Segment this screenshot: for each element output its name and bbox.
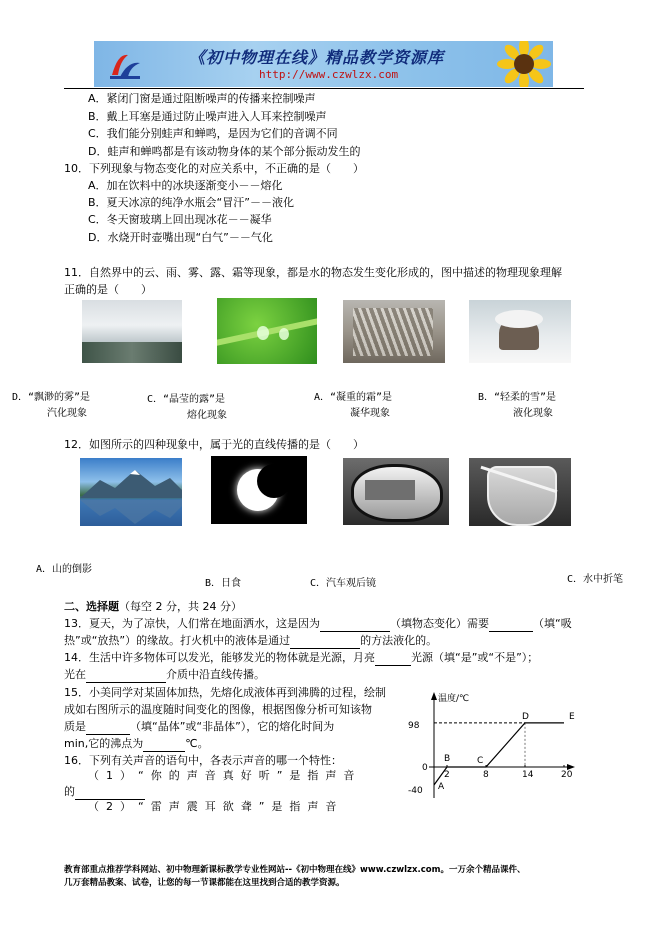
q13-text-e: 的方法液化的。 bbox=[360, 634, 438, 647]
bent-pen-photo bbox=[469, 458, 571, 526]
q15-text-b: （填“晶体”或“非晶体”），它的熔化时间为 bbox=[130, 720, 335, 733]
car-mirror-photo bbox=[343, 458, 449, 525]
eclipse-photo bbox=[211, 456, 307, 524]
q13-blank-3 bbox=[290, 634, 360, 649]
q15-text-c: min,它的沸点为 bbox=[64, 737, 144, 750]
graph-axes bbox=[429, 692, 575, 798]
temperature-curve bbox=[434, 723, 564, 785]
q9-option-d: D．蛙声和蝉鸣都是有该动物身体的某个部分振动发生的 bbox=[88, 145, 361, 158]
snow-photo bbox=[469, 300, 571, 363]
banner-url: http://www.czwlzx.com bbox=[259, 68, 399, 81]
q11-label-a-line1: A．“凝重的霜”是 bbox=[314, 392, 393, 403]
x-tick-8: 8 bbox=[483, 770, 489, 780]
y-tick-98: 98 bbox=[408, 721, 420, 731]
banner-title: 《初中物理在线》精品教学资源库 bbox=[189, 48, 445, 67]
q10-stem: 10．下列现象与物态变化的对应关系中，不正确的是（ ） bbox=[64, 162, 364, 175]
q12-label-b: B．日食 bbox=[205, 578, 242, 589]
graph-ylabel: 温度/℃ bbox=[438, 694, 470, 704]
q15-line2: 成如右图所示的温度随时间变化的图像，根据图像分析可知该物 bbox=[64, 703, 372, 716]
q14-line1 bbox=[64, 651, 538, 666]
q10-option-b: B．夏天冰凉的纯净水瓶会“冒汗”－－液化 bbox=[88, 196, 294, 209]
q13-line1 bbox=[64, 617, 572, 632]
q12-label-a: A．山的倒影 bbox=[36, 564, 93, 575]
point-label-a: A bbox=[438, 782, 445, 792]
q12-label-c: C．汽车观后镜 bbox=[310, 578, 377, 589]
q15-blank-2 bbox=[143, 737, 185, 752]
frost-photo bbox=[343, 300, 445, 363]
x-tick-14: 14 bbox=[522, 770, 534, 780]
q11-label-b-line2: 液化现象 bbox=[513, 408, 553, 419]
site-logo bbox=[108, 49, 144, 81]
q14-text-a: 14．生活中许多物体可以发光，能够发光的物体就是光源，月亮 bbox=[64, 651, 375, 664]
q9-option-a: A．紧闭门窗是通过阻断噪声的传播来控制噪声 bbox=[88, 92, 316, 105]
q15-line4 bbox=[64, 737, 209, 752]
q14-text-c: 光在 bbox=[64, 668, 86, 681]
q15-text-a: 质是 bbox=[64, 720, 86, 733]
q13-text-a: 13．夏天，为了凉快，人们常在地面洒水，这是因为 bbox=[64, 617, 320, 630]
q15-blank-1 bbox=[86, 720, 130, 735]
q15-line1: 15．小美同学对某固体加热，先熔化成液体再到沸腾的过程，绘制 bbox=[64, 686, 386, 699]
q9-option-c: C．我们能分别蛙声和蝉鸣，是因为它们的音调不同 bbox=[88, 127, 338, 140]
section-heading bbox=[64, 600, 242, 614]
point-label-e: E bbox=[569, 711, 575, 722]
q13-blank-1 bbox=[320, 617, 390, 632]
q11-stem-line2: 正确的是（ ） bbox=[64, 283, 152, 296]
q16-item1-cont bbox=[64, 785, 145, 800]
footer-line1: 教育部重点推荐学科网站、初中物理新课标教学专业性网站--《初中物理在线》www.czwlzx.com。一万余个精品课件、 bbox=[64, 865, 526, 875]
temperature-time-graph bbox=[405, 686, 575, 806]
q13-blank-2 bbox=[489, 617, 533, 632]
q16-stem: 16．下列有关声音的语句中，各表示声音的哪一个特性： bbox=[64, 754, 342, 767]
header-banner bbox=[94, 41, 553, 87]
point-label-d: D bbox=[522, 711, 529, 722]
x-tick-20: 20 bbox=[561, 770, 573, 780]
q16-blank-1 bbox=[75, 785, 145, 800]
q11-label-c-line1: C．“晶莹的露”是 bbox=[147, 394, 226, 405]
q12-stem: 12．如图所示的四种现象中，属于光的直线传播的是（ ） bbox=[64, 438, 364, 451]
mountain-shape bbox=[80, 458, 182, 526]
q14-text-b: 光源（填“是”或“不是”）； bbox=[411, 651, 539, 664]
q11-label-a-line2: 凝华现象 bbox=[350, 408, 390, 419]
q11-label-d-line1: D．“飘渺的雾”是 bbox=[12, 392, 91, 403]
q11-label-d-line2: 汽化现象 bbox=[47, 408, 87, 419]
q14-text-d: 介质中沿直线传播。 bbox=[166, 668, 265, 681]
q10-option-d: D．水烧开时壶嘴出现“白气”－－气化 bbox=[88, 231, 273, 244]
fog-photo bbox=[82, 300, 182, 363]
footer-line2: 几万套精品教案、试卷，让您的每一节课都能在这里找到合适的教学资源。 bbox=[64, 878, 345, 888]
mountain-reflection-photo bbox=[80, 458, 182, 526]
q14-blank-2 bbox=[86, 668, 166, 683]
q10-option-a: A．加在饮料中的冰块逐渐变小－－熔化 bbox=[88, 179, 283, 192]
point-label-c: C bbox=[477, 756, 484, 766]
header-rule bbox=[64, 88, 584, 89]
q13-text-d: 热”或“放热”）的缘故。打火机中的液体是通过 bbox=[64, 634, 291, 647]
q16-text-de: 的 bbox=[64, 785, 75, 798]
q16-item1: （1）“你的声音真好听”是指声音 bbox=[88, 769, 362, 782]
q14-line2 bbox=[64, 668, 265, 683]
y-tick-neg40: -40 bbox=[408, 786, 423, 796]
q14-blank-1 bbox=[375, 651, 411, 666]
q11-stem-line1: 11．自然界中的云、雨、雾、露、霜等现象，都是水的物态发生变化形成的，图中描述的物理现象理解 bbox=[64, 266, 562, 279]
q15-text-d: ℃。 bbox=[185, 737, 209, 750]
y-tick-0: 0 bbox=[422, 763, 428, 773]
x-tick-2: 2 bbox=[444, 770, 450, 780]
section-note: （每空 2 分，共 24 分） bbox=[119, 600, 242, 613]
q15-line3 bbox=[64, 720, 334, 735]
section-title: 二、选择题 bbox=[64, 600, 119, 613]
q9-option-b: B．戴上耳塞是通过防止噪声进入人耳来控制噪声 bbox=[88, 110, 327, 123]
q12-label-d: C．水中折笔 bbox=[567, 574, 624, 585]
sunflower-image bbox=[497, 41, 551, 87]
dew-photo bbox=[217, 298, 317, 364]
q11-label-b-line1: B．“轻柔的雪”是 bbox=[478, 392, 557, 403]
q10-option-c: C．冬天窗玻璃上回出现冰花－－凝华 bbox=[88, 213, 272, 226]
point-label-b: B bbox=[444, 754, 451, 764]
q16-item2: （2）“雷声震耳欲聋”是指声音 bbox=[88, 800, 344, 813]
q13-line2 bbox=[64, 634, 437, 649]
q11-label-c-line2: 熔化现象 bbox=[187, 410, 227, 421]
q13-text-c: （填“吸 bbox=[533, 617, 572, 630]
q13-text-b: （填物态变化）需要 bbox=[390, 617, 489, 630]
